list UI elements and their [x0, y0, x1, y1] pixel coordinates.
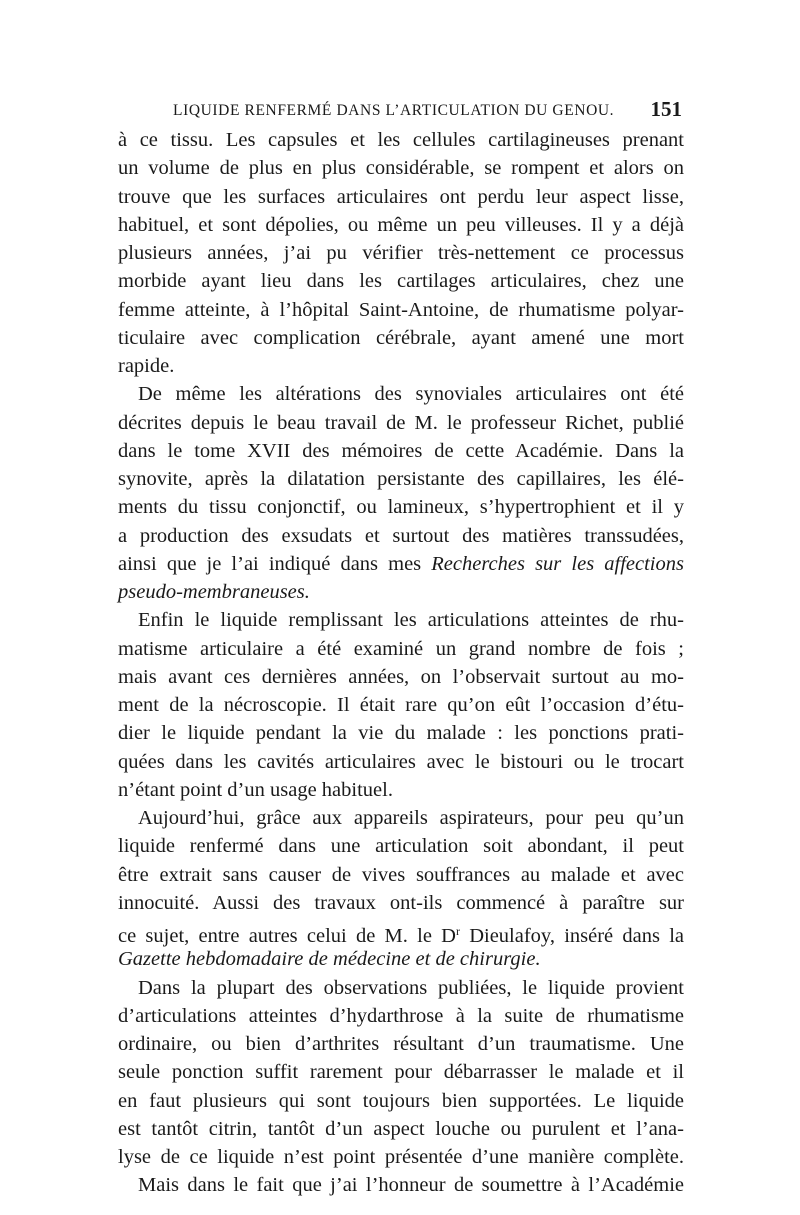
text-line: plusieurs années, j’ai pu vérifier très-nettement ce processus [118, 242, 684, 264]
text-line: liquide renfermé dans une articulation soit abondant, il peut [118, 835, 684, 858]
text-line: habituel, et sont dépolies, ou même un peu villeuses. Il y a déjà [118, 213, 684, 236]
text-line-with-title [118, 550, 684, 578]
text-line: lyse de ce liquide n’est point présentée d’une manière complète. [118, 1146, 684, 1168]
text-line: matisme articulaire a été examiné un grand nombre de fois ; [118, 637, 684, 660]
superscript: r [455, 924, 460, 938]
running-title: LIQUIDE RENFERMÉ DANS L’ARTICULATION DU GENOU. [173, 102, 615, 119]
book-title-continued: pseudo-membraneuses. [118, 581, 310, 603]
text-line-with-superscript [118, 917, 684, 945]
text-line: femme atteinte, à l’hôpital Saint-Antoine, de rhumatisme polyar- [118, 298, 684, 321]
running-head [118, 96, 684, 126]
paragraph-start-line: Dans la plupart des observations publiées, le liquide provient [138, 976, 684, 999]
text-line: seule ponction suffit rarement pour débarrasser le malade et il [118, 1061, 684, 1084]
body-text [118, 126, 684, 1200]
text-line: est tantôt citrin, tantôt d’un aspect louche ou purulent et l’ana- [118, 1117, 684, 1140]
text-line: quées dans les cavités articulaires avec le bistouri ou le trocart [118, 750, 684, 773]
text-segment: ainsi que je l’ai indiqué dans mes [118, 552, 422, 575]
text-line: ments du tissu conjonctif, ou lamineux, s’hypertrophient et il y [118, 496, 684, 519]
text-line: dans le tome XVII des mémoires de cette Académie. Dans la [118, 439, 684, 462]
text-line: rapide. [118, 355, 175, 377]
text-line: ticulaire avec complication cérébrale, ayant amené une mort [118, 326, 684, 349]
paragraph-start-line: De même les altérations des synoviales articulaires ont été [138, 383, 684, 406]
text-line: ment de la nécroscopie. Il était rare qu’on eût l’occasion d’étu- [118, 694, 684, 716]
text-line: morbide ayant lieu dans les cartilages articulaires, chez une [118, 270, 684, 293]
text-line: innocuité. Aussi des travaux ont-ils commencé à paraître sur [118, 891, 684, 914]
text-segment: ce sujet, entre autres celui de M. le D [118, 925, 456, 947]
text-segment: Dieulafoy, inséré dans la [459, 925, 684, 947]
text-line: dier le liquide pendant la vie du malade : les ponctions prati- [118, 722, 684, 745]
text-line: mais avant ces dernières années, on l’observait surtout au mo- [118, 665, 684, 688]
paragraph-start-line: Aujourd’hui, grâce aux appareils aspirateurs, pour peu qu’un [138, 807, 684, 829]
text-line: trouve que les surfaces articulaires ont perdu leur aspect lisse, [118, 185, 684, 208]
paragraph-start-line: Enfin le liquide remplissant les articulations atteintes de rhu- [138, 609, 684, 632]
paragraph-start-line: Mais dans le fait que j’ai l’honneur de soumettre à l’Académie [138, 1174, 684, 1197]
text-line: a production des exsudats et surtout des matières transsudées, [118, 524, 684, 547]
journal-title: Gazette hebdomadaire de médecine et de chirurgie. [118, 948, 541, 971]
text-line: synovite, après la dilatation persistante des capillaires, les élé- [118, 468, 684, 490]
text-line: un volume de plus en plus considérable, se rompent et alors on [118, 157, 684, 180]
text-line: être extrait sans causer de vives souffrances au malade et avec [118, 863, 684, 886]
book-title: Recherches sur les affections [431, 552, 684, 575]
text-line: décrites depuis le beau travail de M. le professeur Richet, publié [118, 411, 684, 434]
page-number: 151 [650, 97, 682, 121]
text-line: ordinaire, ou bien d’arthrites résultant d’un traumatisme. Une [118, 1033, 684, 1055]
text-line: n’étant point d’un usage habituel. [118, 778, 393, 801]
text-line: d’articulations atteintes d’hydarthrose à la suite de rhumatisme [118, 1004, 684, 1027]
text-line: à ce tissu. Les capsules et les cellules cartilagineuses prenant [118, 129, 684, 151]
text-line: en faut plusieurs qui sont toujours bien supportées. Le liquide [118, 1089, 684, 1112]
